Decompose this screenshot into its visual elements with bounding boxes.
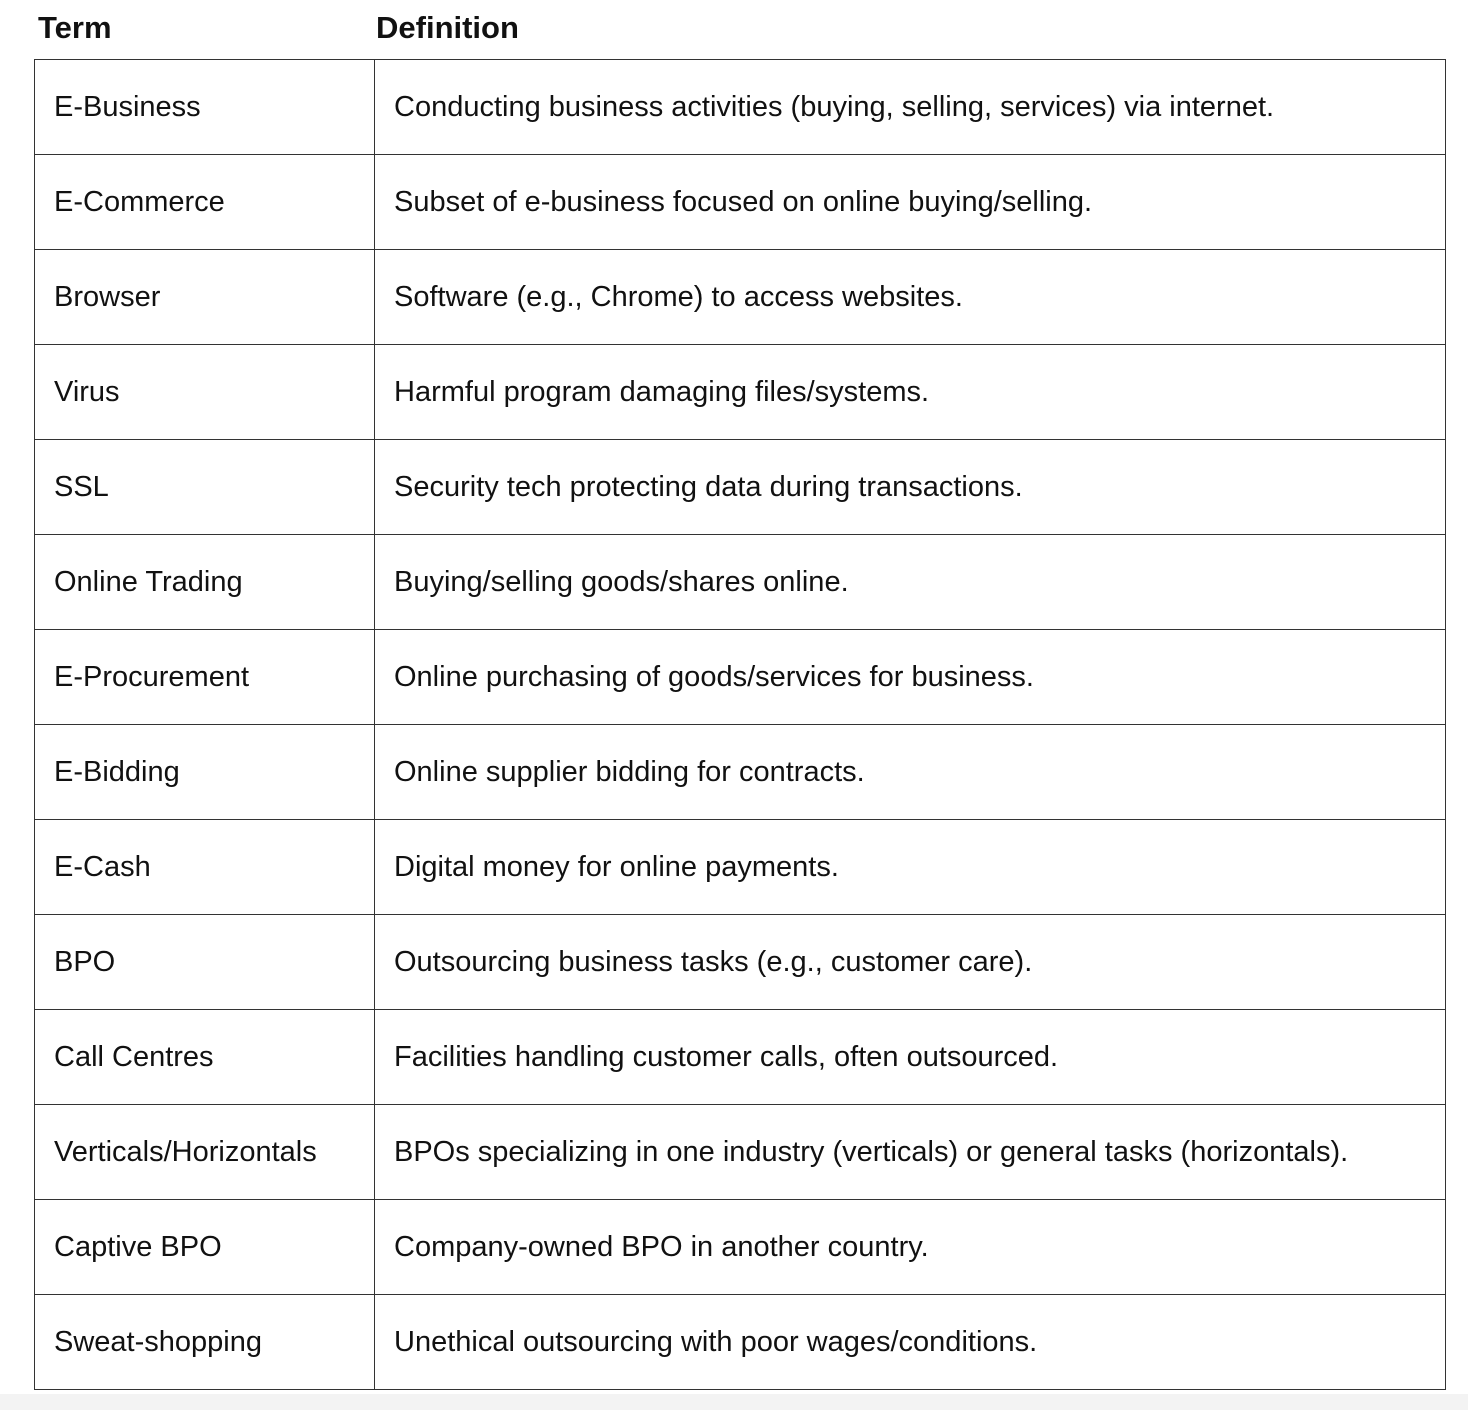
table-row [35,725,1446,820]
term-cell: Captive BPO [35,1200,375,1295]
table-row [35,345,1446,440]
table-row [35,60,1446,155]
definition-cell: Software (e.g., Chrome) to access websites. [375,250,1446,345]
term-cell: Browser [35,250,375,345]
table-row [35,1105,1446,1200]
page-bottom-edge [0,1394,1468,1410]
table-row [35,440,1446,535]
term-cell: E-Bidding [35,725,375,820]
table-row [35,820,1446,915]
term-cell: E-Procurement [35,630,375,725]
term-cell: Online Trading [35,535,375,630]
definition-cell: Online supplier bidding for contracts. [375,725,1446,820]
term-cell: E-Business [35,60,375,155]
definition-cell: Digital money for online payments. [375,820,1446,915]
table-row [35,1295,1446,1390]
table-row [35,630,1446,725]
header-definition: Definition [376,10,519,45]
table-row [35,1010,1446,1105]
term-cell: Sweat-shopping [35,1295,375,1390]
definition-cell: Facilities handling customer calls, often outsourced. [375,1010,1446,1105]
term-cell: BPO [35,915,375,1010]
definition-cell: Unethical outsourcing with poor wages/conditions. [375,1295,1446,1390]
definition-cell: Harmful program damaging files/systems. [375,345,1446,440]
definition-cell: Subset of e-business focused on online buying/selling. [375,155,1446,250]
definition-cell: Conducting business activities (buying, selling, services) via internet. [375,60,1446,155]
term-cell: SSL [35,440,375,535]
glossary-table [34,59,1446,1390]
definition-cell: Security tech protecting data during transactions. [375,440,1446,535]
definition-cell: Online purchasing of goods/services for business. [375,630,1446,725]
term-cell: Verticals/Horizontals [35,1105,375,1200]
definition-cell: BPOs specializing in one industry (verticals) or general tasks (horizontals). [375,1105,1446,1200]
definition-cell: Buying/selling goods/shares online. [375,535,1446,630]
header-term: Term [38,10,112,45]
table-row [35,155,1446,250]
term-cell: E-Commerce [35,155,375,250]
term-cell: Call Centres [35,1010,375,1105]
term-cell: Virus [35,345,375,440]
table-row [35,250,1446,345]
definition-cell: Outsourcing business tasks (e.g., customer care). [375,915,1446,1010]
table-row [35,535,1446,630]
table-row [35,1200,1446,1295]
term-cell: E-Cash [35,820,375,915]
definition-cell: Company-owned BPO in another country. [375,1200,1446,1295]
table-header [0,0,1468,59]
table-row [35,915,1446,1010]
